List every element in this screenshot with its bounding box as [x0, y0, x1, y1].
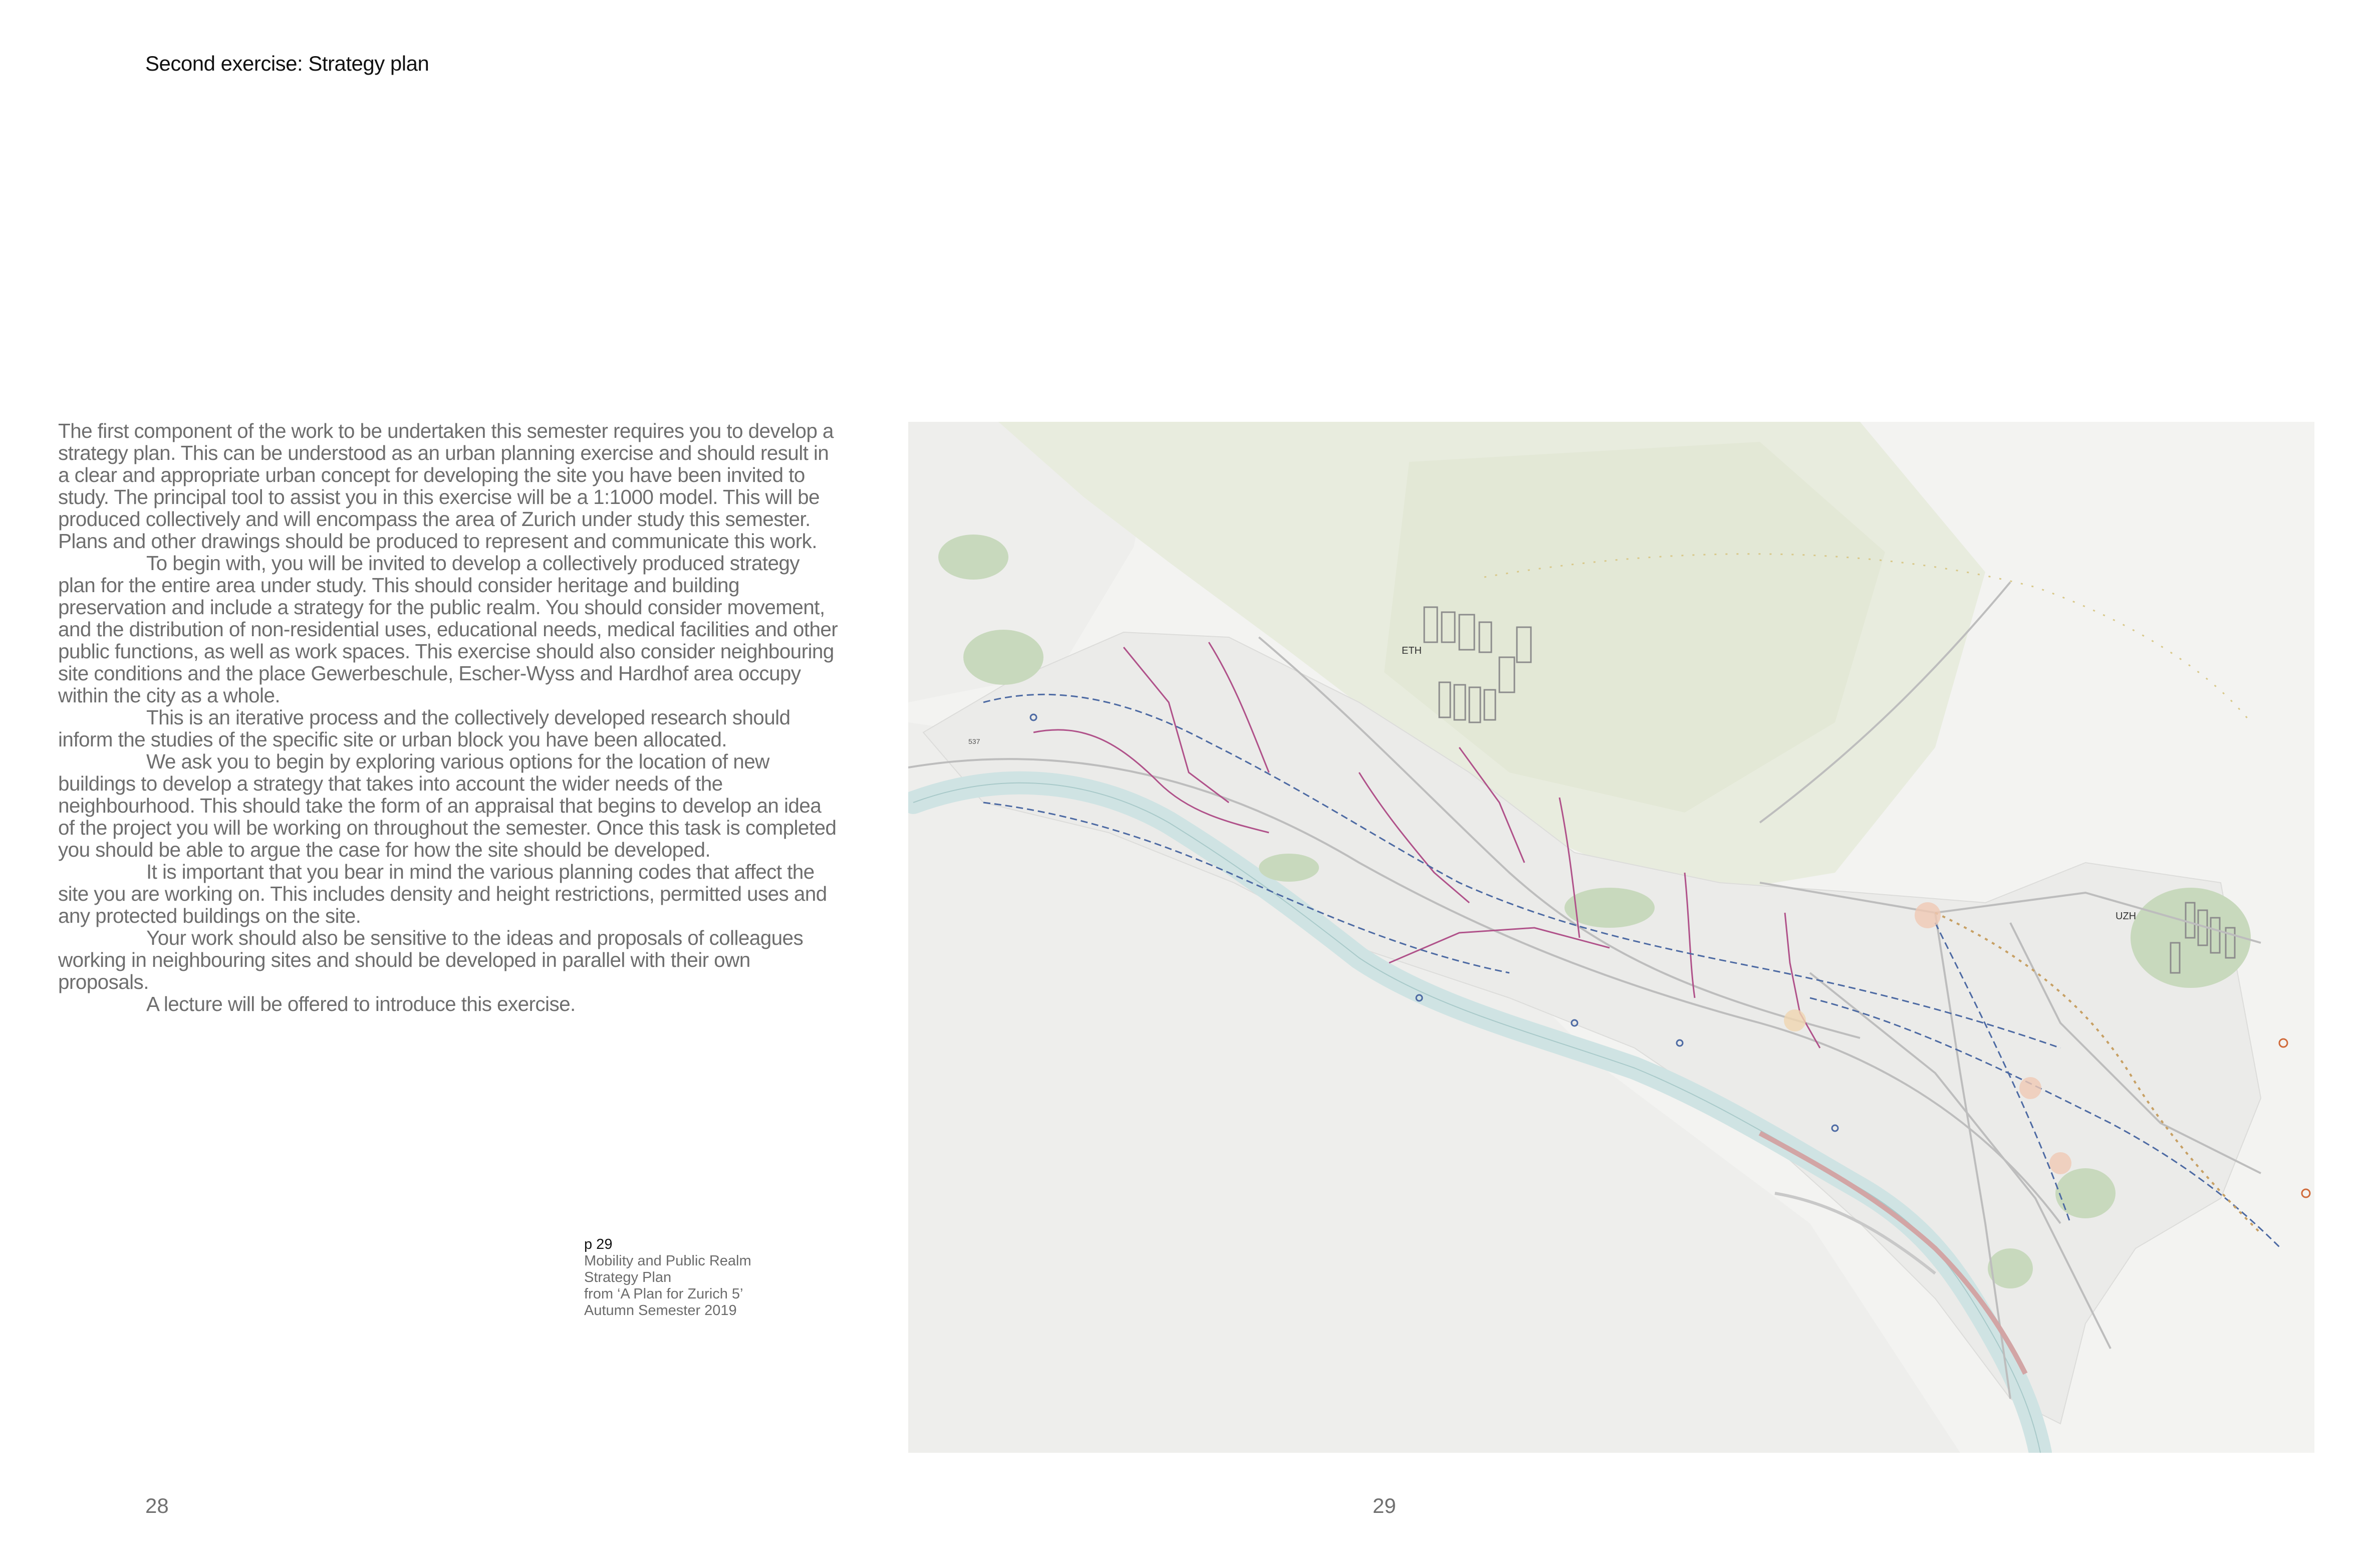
caption-line: Strategy Plan: [584, 1269, 672, 1285]
map-label-small: 537: [968, 737, 980, 745]
caption-line: from ‘A Plan for Zurich 5’: [584, 1286, 743, 1302]
page-header-title: Second exercise: Strategy plan: [145, 52, 429, 75]
map-park: [938, 535, 1008, 580]
paragraph-begin: To begin with, you will be invited to develop a collectively produced strategy plan for the entire area under study. This should consider heritage and building preservation and include a strategy for the public realm. You should consider movement, and the distribution of non-residential uses, educational needs, medical facilities and other public functions, as well as work spaces. This exercise should also consider neighbouring site conditions and the place Gewerbeschule, Escher-Wyss and Hardhof area occupy within the city as a whole.: [58, 552, 838, 707]
map-park: [963, 630, 1043, 685]
paragraph-intro: The first component of the work to be undertaken this semester requires you to develop a strategy plan. This can be understood as an urban planning exercise and should result in a clear and appropriate urban concept for developing the site you have been invited to study. The principal tool to assist you in this exercise will be a 1:1000 model. This will be produced collectively and will encompass the area of Zurich under study this semester. Plans and other drawings should be produced to represent and communicate this work.: [58, 419, 834, 553]
caption-line: Mobility and Public Realm: [584, 1253, 751, 1269]
map-label-eth: ETH: [1402, 645, 1422, 656]
page-number-left: 28: [145, 1494, 169, 1517]
map-label-uzh: UZH: [2116, 911, 2137, 922]
map-park: [2055, 1168, 2116, 1218]
strategy-plan-map: [908, 422, 2314, 1453]
caption-line: Autumn Semester 2019: [584, 1302, 737, 1319]
caption-page-ref: p 29: [584, 1236, 613, 1252]
body-text: [58, 420, 840, 1015]
paragraph-colleagues: Your work should also be sensitive to the ideas and proposals of colleagues working in neighbouring sites and should be developed in parallel with their own proposals.: [58, 926, 804, 993]
figure-caption: [584, 1236, 751, 1319]
paragraph-iterative: This is an iterative process and the collectively developed research should inform the studies of the specific site or urban block you have been allocated.: [58, 706, 791, 751]
paragraph-lecture: A lecture will be offered to introduce this exercise.: [146, 992, 576, 1015]
page-number-right: 29: [1373, 1494, 1396, 1517]
paragraph-planning-codes: It is important that you bear in mind the various planning codes that affect the site you are working on. This includes density and height restrictions, permitted uses and any protected buildings on the site.: [58, 860, 827, 927]
map-park: [1259, 854, 1319, 882]
map-svg: [908, 422, 2314, 1453]
paragraph-options: We ask you to begin by exploring various options for the location of new buildings to develop a strategy that takes into account the wider needs of the neighbourhood. This should take the form of an appraisal that begins to develop an idea of the project you will be working on throughout the semester. Once this task is completed you should be able to argue the case for how the site should be developed.: [58, 750, 837, 861]
